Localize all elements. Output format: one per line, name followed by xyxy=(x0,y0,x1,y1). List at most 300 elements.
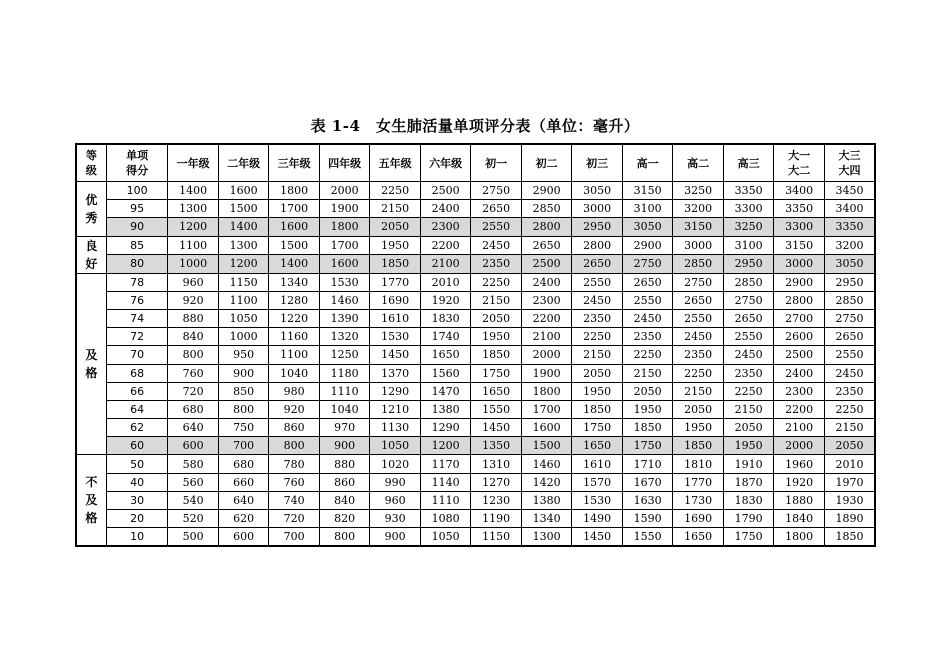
value-cell: 1850 xyxy=(824,528,875,547)
value-cell: 2450 xyxy=(723,346,774,364)
value-cell: 2550 xyxy=(723,328,774,346)
value-cell: 3050 xyxy=(572,182,623,200)
value-cell: 3200 xyxy=(824,236,875,255)
points-cell: 68 xyxy=(106,364,168,382)
value-cell: 1550 xyxy=(622,528,673,547)
value-cell: 2450 xyxy=(471,236,522,255)
table-row xyxy=(76,491,875,509)
value-cell: 3350 xyxy=(824,218,875,236)
table-row xyxy=(76,528,875,547)
value-cell: 2150 xyxy=(622,364,673,382)
value-cell: 1900 xyxy=(319,200,370,218)
value-cell: 1590 xyxy=(622,510,673,528)
value-cell: 960 xyxy=(370,491,421,509)
value-cell: 1450 xyxy=(572,528,623,547)
value-cell: 1700 xyxy=(269,200,320,218)
value-cell: 2350 xyxy=(572,309,623,327)
table-row xyxy=(76,273,875,291)
value-cell: 1810 xyxy=(673,455,724,473)
grade-header-label: 等 级 xyxy=(85,149,97,177)
value-cell: 1890 xyxy=(824,510,875,528)
value-cell: 1750 xyxy=(723,528,774,547)
value-cell: 930 xyxy=(370,510,421,528)
value-cell: 2150 xyxy=(572,346,623,364)
value-cell: 2650 xyxy=(471,200,522,218)
value-cell: 2800 xyxy=(521,218,572,236)
value-cell: 1840 xyxy=(774,510,825,528)
value-cell: 1170 xyxy=(420,455,471,473)
value-cell: 1920 xyxy=(420,291,471,309)
value-cell: 2400 xyxy=(521,273,572,291)
value-cell: 1460 xyxy=(319,291,370,309)
column-header: 二年级 xyxy=(218,144,269,182)
value-cell: 1910 xyxy=(723,455,774,473)
value-cell: 1530 xyxy=(370,328,421,346)
value-cell: 2050 xyxy=(370,218,421,236)
column-header: 初二 xyxy=(521,144,572,182)
value-cell: 1050 xyxy=(370,437,421,455)
value-cell: 1600 xyxy=(218,182,269,200)
value-cell: 2700 xyxy=(774,309,825,327)
points-cell: 10 xyxy=(106,528,168,547)
value-cell: 1830 xyxy=(420,309,471,327)
value-cell: 1650 xyxy=(673,528,724,547)
value-cell: 1300 xyxy=(218,236,269,255)
column-header: 六年级 xyxy=(420,144,471,182)
value-cell: 2250 xyxy=(471,273,522,291)
value-cell: 2010 xyxy=(824,455,875,473)
value-cell: 2050 xyxy=(673,400,724,418)
column-header: 高一 xyxy=(622,144,673,182)
value-cell: 1690 xyxy=(370,291,421,309)
value-cell: 2550 xyxy=(824,346,875,364)
value-cell: 2250 xyxy=(622,346,673,364)
value-cell: 1290 xyxy=(420,419,471,437)
value-cell: 1800 xyxy=(269,182,320,200)
value-cell: 700 xyxy=(218,437,269,455)
value-cell: 2550 xyxy=(673,309,724,327)
points-cell: 50 xyxy=(106,455,168,473)
column-header: 一年级 xyxy=(168,144,219,182)
value-cell: 2200 xyxy=(420,236,471,255)
value-cell: 3000 xyxy=(774,255,825,274)
value-cell: 2350 xyxy=(723,364,774,382)
value-cell: 2250 xyxy=(572,328,623,346)
table-row xyxy=(76,510,875,528)
value-cell: 640 xyxy=(168,419,219,437)
value-cell: 3200 xyxy=(673,200,724,218)
value-cell: 2850 xyxy=(824,291,875,309)
table-row xyxy=(76,200,875,218)
value-cell: 2350 xyxy=(622,328,673,346)
value-cell: 1110 xyxy=(420,491,471,509)
value-cell: 1950 xyxy=(622,400,673,418)
value-cell: 970 xyxy=(319,419,370,437)
points-cell: 62 xyxy=(106,419,168,437)
value-cell: 1210 xyxy=(370,400,421,418)
value-cell: 1100 xyxy=(218,291,269,309)
value-cell: 1670 xyxy=(622,473,673,491)
points-cell: 40 xyxy=(106,473,168,491)
value-cell: 1040 xyxy=(319,400,370,418)
value-cell: 1630 xyxy=(622,491,673,509)
value-cell: 860 xyxy=(319,473,370,491)
value-cell: 640 xyxy=(218,491,269,509)
value-cell: 1500 xyxy=(218,200,269,218)
value-cell: 3100 xyxy=(723,236,774,255)
value-cell: 1770 xyxy=(673,473,724,491)
points-cell: 74 xyxy=(106,309,168,327)
value-cell: 1040 xyxy=(269,364,320,382)
value-cell: 1950 xyxy=(572,382,623,400)
column-header: 大三 大四 xyxy=(824,144,875,182)
value-cell: 1690 xyxy=(673,510,724,528)
value-cell: 2500 xyxy=(774,346,825,364)
value-cell: 840 xyxy=(319,491,370,509)
value-cell: 800 xyxy=(168,346,219,364)
value-cell: 1200 xyxy=(420,437,471,455)
value-cell: 1790 xyxy=(723,510,774,528)
value-cell: 1800 xyxy=(774,528,825,547)
points-cell: 20 xyxy=(106,510,168,528)
value-cell: 2250 xyxy=(673,364,724,382)
value-cell: 2750 xyxy=(622,255,673,274)
value-cell: 1650 xyxy=(420,346,471,364)
points-cell: 85 xyxy=(106,236,168,255)
value-cell: 2750 xyxy=(673,273,724,291)
value-cell: 750 xyxy=(218,419,269,437)
value-cell: 540 xyxy=(168,491,219,509)
value-cell: 780 xyxy=(269,455,320,473)
value-cell: 2250 xyxy=(370,182,421,200)
value-cell: 1280 xyxy=(269,291,320,309)
table-row xyxy=(76,255,875,274)
table-row xyxy=(76,419,875,437)
points-cell: 80 xyxy=(106,255,168,274)
points-cell: 64 xyxy=(106,400,168,418)
value-cell: 720 xyxy=(269,510,320,528)
value-cell: 2900 xyxy=(622,236,673,255)
value-cell: 3050 xyxy=(622,218,673,236)
value-cell: 1750 xyxy=(572,419,623,437)
value-cell: 560 xyxy=(168,473,219,491)
value-cell: 3300 xyxy=(723,200,774,218)
value-cell: 1230 xyxy=(471,491,522,509)
value-cell: 2150 xyxy=(370,200,421,218)
grade-label: 优 秀 xyxy=(76,182,106,237)
value-cell: 2950 xyxy=(824,273,875,291)
points-cell: 60 xyxy=(106,437,168,455)
value-cell: 1450 xyxy=(471,419,522,437)
value-cell: 1650 xyxy=(471,382,522,400)
value-cell: 2350 xyxy=(673,346,724,364)
table-row xyxy=(76,437,875,455)
value-cell: 1650 xyxy=(572,437,623,455)
value-cell: 2050 xyxy=(622,382,673,400)
value-cell: 840 xyxy=(168,328,219,346)
value-cell: 1340 xyxy=(521,510,572,528)
value-cell: 1200 xyxy=(218,255,269,274)
value-cell: 1270 xyxy=(471,473,522,491)
value-cell: 1900 xyxy=(521,364,572,382)
value-cell: 3000 xyxy=(572,200,623,218)
value-cell: 3400 xyxy=(774,182,825,200)
column-header: 初一 xyxy=(471,144,522,182)
value-cell: 850 xyxy=(218,382,269,400)
value-cell: 1020 xyxy=(370,455,421,473)
column-header: 初三 xyxy=(572,144,623,182)
value-cell: 1800 xyxy=(521,382,572,400)
value-cell: 2350 xyxy=(824,382,875,400)
value-cell: 1570 xyxy=(572,473,623,491)
value-cell: 720 xyxy=(168,382,219,400)
value-cell: 1560 xyxy=(420,364,471,382)
value-cell: 2050 xyxy=(824,437,875,455)
value-cell: 1600 xyxy=(319,255,370,274)
value-cell: 1420 xyxy=(521,473,572,491)
table-row xyxy=(76,236,875,255)
value-cell: 1400 xyxy=(218,218,269,236)
table-row xyxy=(76,218,875,236)
value-cell: 1380 xyxy=(420,400,471,418)
value-cell: 980 xyxy=(269,382,320,400)
value-cell: 1190 xyxy=(471,510,522,528)
value-cell: 680 xyxy=(168,400,219,418)
value-cell: 1150 xyxy=(218,273,269,291)
value-cell: 2100 xyxy=(521,328,572,346)
value-cell: 1400 xyxy=(269,255,320,274)
table-row xyxy=(76,328,875,346)
table-row xyxy=(76,364,875,382)
value-cell: 2000 xyxy=(319,182,370,200)
value-cell: 1500 xyxy=(521,437,572,455)
value-cell: 1160 xyxy=(269,328,320,346)
grade-label: 不 及 格 xyxy=(76,455,106,546)
value-cell: 600 xyxy=(168,437,219,455)
value-cell: 1490 xyxy=(572,510,623,528)
value-cell: 1050 xyxy=(420,528,471,547)
column-header: 四年级 xyxy=(319,144,370,182)
value-cell: 900 xyxy=(370,528,421,547)
value-cell: 3450 xyxy=(824,182,875,200)
table-row xyxy=(76,382,875,400)
points-cell: 95 xyxy=(106,200,168,218)
value-cell: 1600 xyxy=(269,218,320,236)
value-cell: 1500 xyxy=(269,236,320,255)
value-cell: 900 xyxy=(218,364,269,382)
value-cell: 1220 xyxy=(269,309,320,327)
value-cell: 1310 xyxy=(471,455,522,473)
points-header xyxy=(106,144,168,182)
value-cell: 2750 xyxy=(471,182,522,200)
value-cell: 1150 xyxy=(471,528,522,547)
value-cell: 1770 xyxy=(370,273,421,291)
value-cell: 2100 xyxy=(774,419,825,437)
value-cell: 2250 xyxy=(824,400,875,418)
value-cell: 1140 xyxy=(420,473,471,491)
value-cell: 2850 xyxy=(673,255,724,274)
value-cell: 2800 xyxy=(774,291,825,309)
value-cell: 860 xyxy=(269,419,320,437)
value-cell: 2600 xyxy=(774,328,825,346)
value-cell: 620 xyxy=(218,510,269,528)
points-cell: 70 xyxy=(106,346,168,364)
value-cell: 2400 xyxy=(774,364,825,382)
value-cell: 2750 xyxy=(824,309,875,327)
value-cell: 2150 xyxy=(723,400,774,418)
table-row xyxy=(76,291,875,309)
value-cell: 1460 xyxy=(521,455,572,473)
value-cell: 1920 xyxy=(774,473,825,491)
value-cell: 1710 xyxy=(622,455,673,473)
value-cell: 740 xyxy=(269,491,320,509)
value-cell: 2450 xyxy=(572,291,623,309)
value-cell: 1850 xyxy=(673,437,724,455)
value-cell: 2500 xyxy=(420,182,471,200)
value-cell: 2050 xyxy=(572,364,623,382)
value-cell: 800 xyxy=(319,528,370,547)
value-cell: 1350 xyxy=(471,437,522,455)
points-cell: 66 xyxy=(106,382,168,400)
points-cell: 72 xyxy=(106,328,168,346)
table-row xyxy=(76,182,875,200)
value-cell: 760 xyxy=(269,473,320,491)
value-cell: 1700 xyxy=(521,400,572,418)
value-cell: 2650 xyxy=(622,273,673,291)
value-cell: 1950 xyxy=(471,328,522,346)
value-cell: 1130 xyxy=(370,419,421,437)
value-cell: 3300 xyxy=(774,218,825,236)
value-cell: 2150 xyxy=(673,382,724,400)
value-cell: 920 xyxy=(269,400,320,418)
value-cell: 2550 xyxy=(471,218,522,236)
value-cell: 680 xyxy=(218,455,269,473)
value-cell: 1960 xyxy=(774,455,825,473)
value-cell: 2650 xyxy=(723,309,774,327)
value-cell: 2050 xyxy=(723,419,774,437)
value-cell: 2550 xyxy=(572,273,623,291)
value-cell: 2010 xyxy=(420,273,471,291)
value-cell: 2100 xyxy=(420,255,471,274)
value-cell: 2800 xyxy=(572,236,623,255)
points-cell: 78 xyxy=(106,273,168,291)
value-cell: 2200 xyxy=(521,309,572,327)
value-cell: 1730 xyxy=(673,491,724,509)
value-cell: 1850 xyxy=(622,419,673,437)
value-cell: 1300 xyxy=(168,200,219,218)
value-cell: 2400 xyxy=(420,200,471,218)
value-cell: 1830 xyxy=(723,491,774,509)
value-cell: 920 xyxy=(168,291,219,309)
value-cell: 1000 xyxy=(218,328,269,346)
value-cell: 880 xyxy=(319,455,370,473)
value-cell: 520 xyxy=(168,510,219,528)
value-cell: 800 xyxy=(218,400,269,418)
value-cell: 1970 xyxy=(824,473,875,491)
score-table xyxy=(75,143,876,547)
value-cell: 1610 xyxy=(572,455,623,473)
value-cell: 1700 xyxy=(319,236,370,255)
grade-header xyxy=(76,144,106,182)
value-cell: 3350 xyxy=(774,200,825,218)
value-cell: 1470 xyxy=(420,382,471,400)
value-cell: 1050 xyxy=(218,309,269,327)
value-cell: 1530 xyxy=(572,491,623,509)
value-cell: 1880 xyxy=(774,491,825,509)
value-cell: 1080 xyxy=(420,510,471,528)
value-cell: 2300 xyxy=(521,291,572,309)
value-cell: 1400 xyxy=(168,182,219,200)
value-cell: 2550 xyxy=(622,291,673,309)
value-cell: 2300 xyxy=(774,382,825,400)
value-cell: 1850 xyxy=(370,255,421,274)
value-cell: 1530 xyxy=(319,273,370,291)
table-row xyxy=(76,400,875,418)
column-header: 三年级 xyxy=(269,144,320,182)
value-cell: 990 xyxy=(370,473,421,491)
value-cell: 1930 xyxy=(824,491,875,509)
value-cell: 1320 xyxy=(319,328,370,346)
value-cell: 1800 xyxy=(319,218,370,236)
value-cell: 3150 xyxy=(774,236,825,255)
value-cell: 3000 xyxy=(673,236,724,255)
value-cell: 1450 xyxy=(370,346,421,364)
value-cell: 1950 xyxy=(723,437,774,455)
value-cell: 1100 xyxy=(269,346,320,364)
value-cell: 3250 xyxy=(723,218,774,236)
value-cell: 1610 xyxy=(370,309,421,327)
value-cell: 2750 xyxy=(723,291,774,309)
value-cell: 1600 xyxy=(521,419,572,437)
value-cell: 1740 xyxy=(420,328,471,346)
value-cell: 1750 xyxy=(471,364,522,382)
column-header: 五年级 xyxy=(370,144,421,182)
value-cell: 800 xyxy=(269,437,320,455)
value-cell: 1200 xyxy=(168,218,219,236)
value-cell: 1300 xyxy=(521,528,572,547)
table-row xyxy=(76,346,875,364)
value-cell: 950 xyxy=(218,346,269,364)
value-cell: 1000 xyxy=(168,255,219,274)
table-row xyxy=(76,309,875,327)
value-cell: 3150 xyxy=(622,182,673,200)
value-cell: 820 xyxy=(319,510,370,528)
value-cell: 2350 xyxy=(471,255,522,274)
value-cell: 880 xyxy=(168,309,219,327)
value-cell: 580 xyxy=(168,455,219,473)
grade-label: 良 好 xyxy=(76,236,106,273)
table-body xyxy=(76,182,875,547)
column-header: 高三 xyxy=(723,144,774,182)
value-cell: 2900 xyxy=(521,182,572,200)
value-cell: 1950 xyxy=(370,236,421,255)
value-cell: 2000 xyxy=(774,437,825,455)
value-cell: 760 xyxy=(168,364,219,382)
value-cell: 900 xyxy=(319,437,370,455)
value-cell: 1370 xyxy=(370,364,421,382)
value-cell: 500 xyxy=(168,528,219,547)
value-cell: 2450 xyxy=(673,328,724,346)
value-cell: 1180 xyxy=(319,364,370,382)
value-cell: 600 xyxy=(218,528,269,547)
table-title: 表 1-4 女生肺活量单项评分表（单位：毫升） xyxy=(310,117,640,135)
points-cell: 90 xyxy=(106,218,168,236)
value-cell: 2850 xyxy=(723,273,774,291)
value-cell: 960 xyxy=(168,273,219,291)
grade-label: 及 格 xyxy=(76,273,106,455)
value-cell: 2450 xyxy=(622,309,673,327)
value-cell: 1290 xyxy=(370,382,421,400)
